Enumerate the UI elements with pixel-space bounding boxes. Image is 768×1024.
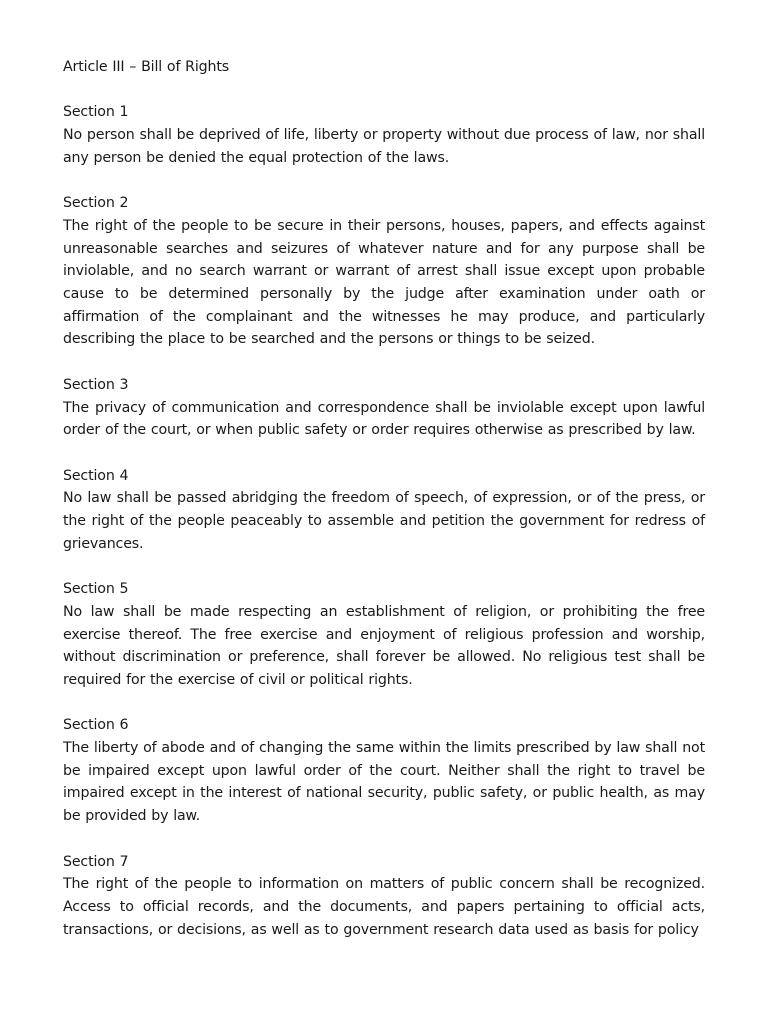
section-text: The right of the people to information on matters of public concern shall be recognized. Access to official records, and the documents, and papers pertaining to official acts, transactions, or decisions, as well as to government research data used as basis for policy [63,876,705,938]
section-3 [63,374,705,442]
section-1 [63,101,705,169]
section-5 [63,578,705,692]
section-text: No law shall be passed abridging the freedom of speech, of expression, or of the press, or the right of the people peaceably to assemble and petition the government for redress of grievances. [63,490,705,552]
section-text: The right of the people to be secure in their persons, houses, papers, and effects against unreasonable searches and seizures of whatever nature and for any purpose shall be inviolable, and no search warrant or warrant of arrest shall issue except upon probable cause to be determined personally by the judge after examination under oath or affirmation of the complainant and the witnesses he may produce, and particularly describing the place to be searched and the persons or things to be seized. [63,217,705,348]
section-heading: Section 1 [63,104,129,121]
section-6 [63,714,705,828]
section-text: No law shall be made respecting an establishment of religion, or prohibiting the free exercise thereof. The free exercise and enjoyment of religious profession and worship, without discrimination or preference, shall forever be allowed. No religious test shall be required for the exercise of civil or political rights. [63,603,705,688]
section-text: The liberty of abode and of changing the same within the limits prescribed by law shall not be impaired except upon lawful order of the court. Neither shall the right to travel be impaired except in the interest of national security, public safety, or public health, as may be provided by law. [63,740,705,825]
section-2 [63,192,705,351]
section-4 [63,465,705,556]
document-title: Article III – Bill of Rights [63,59,229,75]
section-heading: Section 4 [63,467,129,484]
document-page [63,56,705,964]
section-heading: Section 7 [63,853,129,870]
section-heading: Section 5 [63,581,129,598]
section-heading: Section 3 [63,376,129,393]
section-text: The privacy of communication and correspondence shall be inviolable except upon lawful order of the court, or when public safety or order requires otherwise as prescribed by law. [63,399,705,439]
section-heading: Section 6 [63,717,129,734]
section-7 [63,851,705,942]
section-text: No person shall be deprived of life, liberty or property without due process of law, nor shall any person be denied the equal protection of the laws. [63,127,705,166]
section-heading: Section 2 [63,195,129,212]
